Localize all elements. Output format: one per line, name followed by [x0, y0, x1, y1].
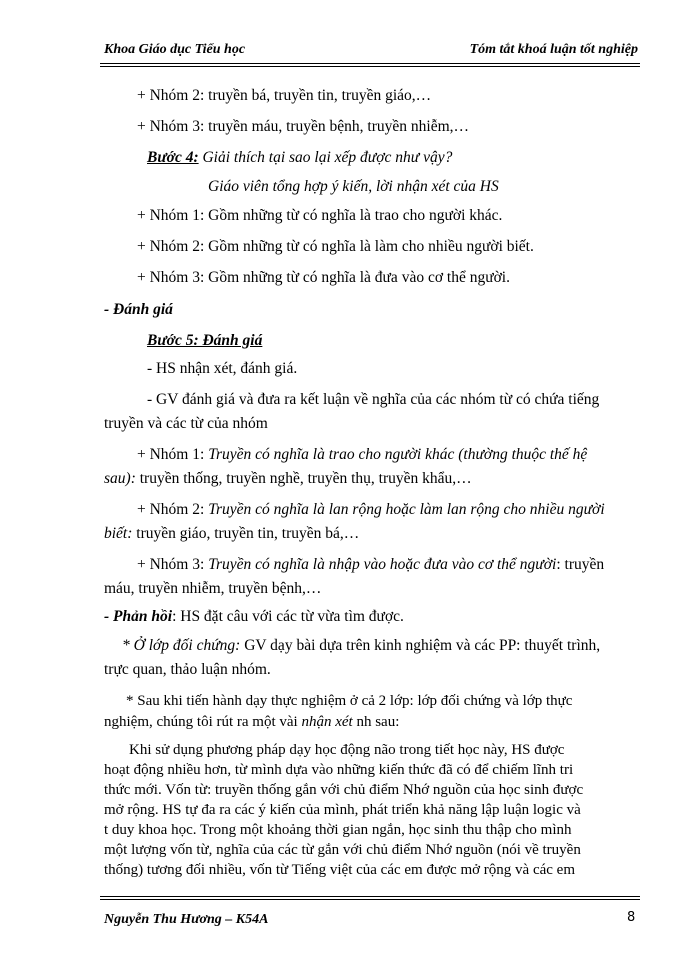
text-line: truyền và các từ của nhóm [104, 415, 268, 432]
header-rule-top [100, 63, 640, 64]
text-line: t duy khoa học. Trong một khoảng thời gian ngắn, học sinh thu thập cho mình [104, 822, 572, 838]
step4-text: Giải thích tại sao lại xếp được như vậy? [198, 149, 453, 166]
control-class-line [122, 636, 600, 656]
text-line: thống) tương đối nhiều, vốn từ Tiếng việt của các em được mở rộng và các em [104, 862, 575, 878]
section-heading: - Đánh giá [104, 301, 173, 318]
text-line: Giáo viên tổng hợp ý kiến, lời nhận xét của HS [208, 178, 499, 195]
footer-author: Nguyễn Thu Hương – K54A [104, 912, 269, 927]
text-line: * Sau khi tiến hành dạy thực nghiệm ở cả 2 lớp: lớp đối chứng và lớp thực [126, 693, 573, 709]
footer-rule-top [100, 896, 640, 897]
text-line: + Nhóm 1: Gồm những từ có nghĩa là trao cho người khác. [137, 207, 503, 224]
page-header [100, 40, 640, 62]
text-line: + Nhóm 3: truyền máu, truyền bệnh, truyền nhiễm,… [137, 118, 470, 135]
text-line: máu, truyền nhiễm, truyền bệnh,… [104, 580, 322, 597]
step4-line [147, 148, 452, 168]
step4-label: Bước 4: [147, 149, 199, 166]
group1-words: truyền thống, truyền nghề, truyền thụ, truyền khẩu,… [135, 470, 472, 487]
header-rule-bottom [100, 66, 640, 67]
text-line: + Nhóm 2: truyền bá, truyền tin, truyền giáo,… [137, 87, 432, 104]
text-line: - HS nhận xét, đánh giá. [147, 360, 298, 377]
group3-line [137, 555, 604, 575]
conclusion-line [104, 712, 399, 732]
text-line: - GV đánh giá và đưa ra kết luận về nghĩa của các nhóm từ có chứa tiếng [147, 391, 600, 408]
group1-label: + Nhóm 1: [137, 446, 209, 463]
page-number: 8 [627, 910, 636, 925]
control-class-label: * Ở lớp đối chứng: [122, 637, 245, 654]
text-line: một lượng vốn từ, nghĩa của các từ gắn với chủ điểm Nhớ nguồn (nói về truyền [104, 842, 581, 858]
text-line: + Nhóm 3: Gồm những từ có nghĩa là đưa vào cơ thể người. [137, 269, 510, 286]
conclusion-text-c: nh sau: [352, 714, 400, 730]
conclusion-emphasis: nhận xét [301, 714, 353, 730]
conclusion-text-a: nghiệm, chúng tôi rút ra một vài [104, 714, 302, 730]
group2-definition: Truyền có nghĩa là lan rộng hoặc làm lan rộng cho nhiều người [208, 501, 605, 518]
group2-line-cont [104, 524, 359, 544]
group3-definition: Truyền có nghĩa là nhập vào hoặc đưa vào cơ thể người [208, 556, 557, 573]
text-line: thức mới. Vốn từ: truyền thống gắn với chủ điểm Nhớ nguồn của học sinh được [104, 782, 584, 798]
group1-def-end: sau): [104, 470, 136, 487]
group2-words: truyền giáo, truyền tin, truyền bá,… [132, 525, 360, 542]
text-line: + Nhóm 2: Gồm những từ có nghĩa là làm cho nhiều người biết. [137, 238, 534, 255]
footer-rule-bottom [100, 899, 640, 900]
text-line: Khi sử dụng phương pháp dạy học động não trong tiết học này, HS được [129, 742, 565, 758]
group3-words-start: : truyền [556, 556, 605, 573]
control-class-text: GV dạy bài dựa trên kinh nghiệm và các PP: thuyết trình, [244, 637, 601, 654]
feedback-line [104, 607, 404, 627]
group2-line [137, 500, 605, 520]
text-line: hoạt động nhiều hơn, từ mình dựa vào những kiến thức đã có để chiếm lĩnh tri [104, 762, 574, 778]
header-left: Khoa Giáo dục Tiểu học [104, 42, 246, 57]
group1-line-cont [104, 469, 472, 489]
group1-definition: Truyền có nghĩa là trao cho người khác (thường thuộc thế hệ [208, 446, 588, 463]
group3-label: + Nhóm 3: [137, 556, 209, 573]
feedback-label: - Phản hồi [104, 608, 173, 625]
group2-label: + Nhóm 2: [137, 501, 209, 518]
text-line: mở rộng. HS tự đa ra các ý kiến của mình, phát triển khả năng lập luận logic và [104, 802, 581, 818]
step5-heading: Bước 5: Đánh giá [147, 332, 263, 349]
feedback-text: : HS đặt câu với các từ vừa tìm được. [172, 608, 404, 625]
header-right: Tóm tắt khoá luận tốt nghiệp [469, 42, 638, 57]
text-line: trực quan, thảo luận nhóm. [104, 661, 271, 678]
group2-def-end: biết: [104, 525, 133, 542]
group1-line [137, 445, 587, 465]
